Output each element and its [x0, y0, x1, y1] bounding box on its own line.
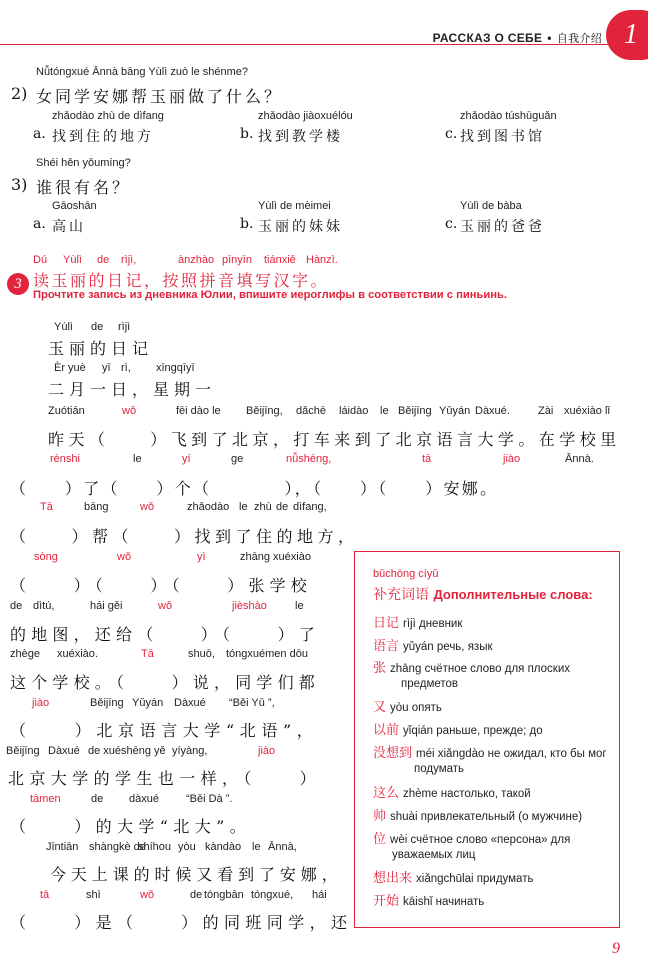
q2-option-c: 找到图书馆 — [460, 129, 545, 145]
line0-pinyin-6: le — [380, 405, 389, 417]
diary-line-9: 今天上课的时候又看到了安娜， — [50, 865, 343, 884]
line6-pinyin-0: jiào — [32, 697, 50, 709]
diary-title-pinyin-1: de — [91, 321, 104, 333]
vocab-item — [373, 661, 613, 692]
line10-pinyin-2: wǒ — [140, 889, 155, 901]
line10-pinyin-3: de — [190, 889, 203, 901]
diary-line-1: （ ）了（ ）个（ ），（ ）（ ）安娜。 — [10, 479, 499, 498]
line7-pinyin-4: jiào — [258, 745, 276, 757]
q3-option-b-letter: b. — [240, 216, 254, 232]
line7-pinyin-2: de xuéshēng yě — [88, 745, 166, 757]
line4-pinyin-3: wǒ — [158, 600, 173, 612]
line5-pinyin-0: zhège — [10, 648, 40, 660]
line7-pinyin-0: Běijīng — [6, 745, 40, 757]
vocab-title-pinyin: bǔchōng cíyǔ — [373, 568, 439, 580]
line2-pinyin-4: le — [239, 501, 248, 513]
line0-pinyin-7: Běijīng — [398, 405, 432, 417]
exercise-instruction-cn: 读玉丽的日记，按照拼音填写汉字。 — [33, 271, 330, 290]
q2-option-a-pinyin: zhǎodào zhù de dìfang — [52, 110, 164, 122]
vocab-word: 想出来 — [373, 871, 413, 886]
line9-pinyin-1: shàngkè de — [89, 841, 146, 853]
line2-pinyin-0: Tā — [40, 501, 53, 513]
q2-option-c-letter: c. — [445, 126, 458, 142]
line0-pinyin-11: xuéxiào — [564, 405, 602, 417]
q3-option-a-letter: a. — [33, 216, 46, 232]
line6-pinyin-3: Dàxué — [174, 697, 206, 709]
diary-line-0: 昨天（ ）飞到了北京，打车来到了北京语言大学。在学校里 — [48, 430, 621, 449]
vocab-word: 以前 — [373, 723, 400, 738]
line9-pinyin-2: shíhou — [138, 841, 172, 853]
vocab-title-ru: Дополнительные слова: — [433, 587, 593, 602]
vocab-word: 日记 — [373, 616, 400, 631]
line4-pinyin-5: le — [295, 600, 304, 612]
line1-pinyin-4: nǚshēng, — [286, 453, 332, 465]
line5-pinyin-3: shuō, — [188, 648, 215, 660]
ex3-pw-4: ànzhào — [178, 254, 215, 266]
line3-pinyin-3: zhāng xuéxiào — [240, 551, 311, 563]
q3-option-b-pinyin: Yùlì de mèimei — [258, 200, 331, 212]
vocab-pinyin: xiǎngchūlai — [416, 873, 474, 885]
diary-line-4: 的地图，还给（ ）（ ）了 — [10, 625, 321, 644]
chapter-tab — [606, 10, 648, 60]
vocab-word: 位 — [373, 832, 387, 847]
vocab-item — [373, 700, 613, 716]
vocab-pinyin: zhème — [403, 788, 438, 800]
line0-pinyin-9: Dàxué. — [475, 405, 510, 417]
line4-pinyin-2: hái gěi — [90, 600, 123, 612]
diary-line-2: （ ）帮（ ）找到了住的地方， — [10, 527, 359, 546]
chapter-number: 1 — [624, 19, 638, 50]
line10-pinyin-0: tā — [40, 889, 50, 901]
q3-option-c-pinyin: Yùlì de bàba — [460, 200, 522, 212]
vocab-pinyin: méi xiǎngdào — [416, 748, 485, 760]
header-title-cn: 自我介绍 — [556, 32, 602, 45]
q2-option-c-pinyin: zhǎodào túshūguǎn — [460, 110, 557, 122]
q2-question: 女同学安娜帮玉丽做了什么？ — [36, 87, 284, 106]
diary-line-8: （ ）的大学“北大”。 — [10, 817, 252, 836]
line3-pinyin-2: yì — [197, 551, 206, 563]
vocab-item — [373, 746, 613, 777]
vocab-item — [373, 723, 613, 739]
line10-pinyin-4: tóngbān — [204, 889, 244, 901]
line6-pinyin-4: “Běi Yǔ ”, — [229, 697, 275, 709]
line1-pinyin-1: le — [133, 453, 142, 465]
line4-pinyin-1: dìtú, — [33, 600, 55, 612]
line2-pinyin-1: bāng — [84, 501, 109, 513]
ex3-pw-2: de — [97, 254, 110, 266]
vocab-meaning: дневник — [419, 618, 463, 630]
exercise-instruction-ru: Прочтите запись из дневника Юлии, впишите иероглифы в соответствии с пиньинь. — [33, 289, 507, 301]
line6-pinyin-1: Běijīng — [90, 697, 124, 709]
line10-pinyin-6: hái — [312, 889, 327, 901]
line0-pinyin-5: láidào — [339, 405, 369, 417]
q2-option-a: 找到住的地方 — [52, 129, 154, 145]
line4-pinyin-0: de — [10, 600, 23, 612]
line8-pinyin-0: tāmen — [30, 793, 61, 805]
line0-pinyin-8: Yǔyán — [439, 405, 471, 417]
q3-option-c-letter: c. — [445, 216, 458, 232]
line10-pinyin-1: shì — [86, 889, 101, 901]
page-number: 9 — [612, 940, 620, 957]
line0-pinyin-0: Zuótiān — [48, 405, 85, 417]
vocab-pinyin: yòu — [390, 702, 409, 714]
line8-pinyin-2: dàxué — [129, 793, 159, 805]
line2-pinyin-2: wǒ — [140, 501, 155, 513]
line1-pinyin-6: jiào — [503, 453, 521, 465]
q3-option-a-pinyin: Gāoshān — [52, 200, 97, 212]
line5-pinyin-2: Tā — [141, 648, 154, 660]
line9-pinyin-4: kàndào — [205, 841, 242, 853]
line1-pinyin-2: yí — [182, 453, 191, 465]
q2-option-b: 找到教学楼 — [258, 129, 343, 145]
vocab-pinyin: rìjì — [403, 618, 416, 630]
line4-pinyin-4: jièshào — [232, 600, 267, 612]
vocab-meaning: настолько, такой — [440, 788, 531, 800]
vocab-word: 没想到 — [373, 746, 413, 761]
line8-pinyin-1: de — [91, 793, 104, 805]
vocab-item — [373, 832, 613, 863]
line0-pinyin-1: wǒ — [122, 405, 137, 417]
vocab-meaning: опять — [411, 702, 442, 714]
vocab-pinyin: shuài — [390, 811, 418, 823]
line1-pinyin-7: Ānnà. — [565, 453, 594, 465]
diary-title-pinyin-0: Yùlì — [54, 321, 73, 333]
vocab-item — [373, 894, 613, 910]
line5-pinyin-1: xuéxiào. — [57, 648, 98, 660]
vocab-pinyin: kāishǐ — [403, 896, 433, 908]
line10-pinyin-5: tóngxué, — [251, 889, 294, 901]
diary-date: 二月一日，星期一 — [48, 380, 217, 399]
vocab-meaning: раньше, прежде; до — [436, 725, 543, 737]
exercise-number-badge: 3 — [7, 273, 29, 295]
line0-pinyin-4: dǎchē — [296, 405, 326, 417]
diary-line-6: （ ）北京语言大学“北语”， — [10, 721, 319, 740]
diary-title-pinyin-2: rìjì — [118, 321, 131, 333]
line9-pinyin-5: le — [252, 841, 261, 853]
vocab-meaning: счётное слово «персона» для уважаемых лиц — [392, 834, 571, 861]
line1-pinyin-5: tā — [422, 453, 432, 465]
header-title-ru: РАССКАЗ О СЕБЕ — [432, 31, 543, 45]
vocab-word: 语言 — [373, 639, 400, 654]
running-header — [433, 30, 602, 46]
vocab-word: 又 — [373, 700, 387, 715]
line7-pinyin-1: Dàxué — [48, 745, 80, 757]
vocab-pinyin: zhāng — [390, 663, 422, 675]
line9-pinyin-0: Jīntiān — [46, 841, 79, 853]
vocab-title — [373, 584, 593, 604]
line2-pinyin-6: de — [276, 501, 289, 513]
vocab-item — [373, 786, 613, 802]
vocab-meaning: привлекательный (о мужчине) — [420, 811, 583, 823]
q2-pinyin: Nǚtóngxué Ānnà bāng Yùlì zuò le shénme? — [36, 66, 249, 78]
line7-pinyin-3: yíyàng, — [172, 745, 208, 757]
diary-date-pinyin-1: yī — [102, 362, 111, 374]
vocab-pinyin: yǔyán — [403, 641, 434, 653]
vocab-word: 开始 — [373, 894, 400, 909]
vocabulary-box — [354, 551, 620, 928]
vocab-meaning: счётное слово для плоских предметов — [401, 663, 570, 690]
vocab-meaning: речь, язык — [436, 641, 493, 653]
ex3-pw-5: pīnyīn — [222, 254, 252, 266]
diary-date-pinyin-3: xīngqīyī — [156, 362, 195, 374]
line5-pinyin-4: tóngxuémen dōu — [226, 648, 308, 660]
q2-number: 2) — [11, 84, 28, 103]
diary-line-10: （ ）是（ ）的同班同学，还 — [10, 913, 353, 932]
line0-pinyin-3: Běijīng, — [246, 405, 283, 417]
line3-pinyin-1: wǒ — [117, 551, 132, 563]
vocab-word: 这么 — [373, 786, 400, 801]
vocab-meaning: начинать — [435, 896, 485, 908]
q3-option-a: 高山 — [52, 219, 86, 235]
ex3-pw-0: Dú — [33, 254, 48, 266]
vocab-word: 张 — [373, 661, 387, 676]
q2-option-b-pinyin: zhǎodào jiàoxuélóu — [258, 110, 353, 122]
q3-question: 谁很有名？ — [36, 178, 132, 197]
vocab-item — [373, 639, 613, 655]
vocab-pinyin: yǐqián — [403, 725, 434, 737]
q2-option-b-letter: b. — [240, 126, 254, 142]
vocab-item — [373, 871, 613, 887]
line2-pinyin-7: dìfang, — [293, 501, 327, 513]
diary-line-7: 北京大学的学生也一样，（ ） — [8, 769, 322, 788]
q3-option-c: 玉丽的爸爸 — [460, 219, 545, 235]
line0-pinyin-2: fēi dào le — [176, 405, 221, 417]
line3-pinyin-0: sòng — [34, 551, 58, 563]
q3-option-b: 玉丽的妹妹 — [258, 219, 343, 235]
vocab-item — [373, 616, 613, 632]
diary-line-5: 这个学校。（ ）说，同学们都 — [10, 673, 321, 692]
line0-pinyin-10: Zài — [538, 405, 554, 417]
vocab-meaning: придумать — [476, 873, 534, 885]
line1-pinyin-3: ge — [231, 453, 244, 465]
q3-pinyin: Shéi hěn yǒumíng? — [36, 157, 131, 169]
ex3-pw-1: Yùlì — [63, 254, 82, 266]
line1-pinyin-0: rènshi — [50, 453, 80, 465]
line9-pinyin-3: yòu — [178, 841, 196, 853]
line6-pinyin-2: Yǔyán — [132, 697, 164, 709]
diary-line-3: （ ）（ ）（ ）张学校 — [10, 576, 313, 595]
diary-date-pinyin-2: rì, — [121, 362, 131, 374]
line9-pinyin-6: Ānnà, — [268, 841, 297, 853]
q2-option-a-letter: a. — [33, 126, 46, 142]
vocab-word: 帅 — [373, 809, 387, 824]
ex3-pw-6: tiánxiě — [264, 254, 296, 266]
ex3-pw-3: rìjì, — [121, 254, 137, 266]
ex3-pw-7: Hànzì. — [306, 254, 338, 266]
vocab-meaning: не ожидал, кто бы мог подумать — [414, 748, 607, 775]
vocab-item — [373, 809, 613, 825]
header-separator: • — [547, 31, 552, 45]
vocab-pinyin: wèi — [390, 834, 408, 846]
line2-pinyin-3: zhǎodào — [187, 501, 230, 513]
diary-date-pinyin-0: Èr yuè — [54, 362, 86, 374]
line0-pinyin-12: lǐ — [605, 405, 610, 417]
line8-pinyin-3: “Běi Dà ”. — [186, 793, 233, 805]
line2-pinyin-5: zhù — [254, 501, 272, 513]
q3-number: 3) — [11, 175, 28, 194]
vocab-title-cn: 补充词语 — [373, 587, 429, 603]
diary-title: 玉丽的日记 — [48, 339, 154, 358]
